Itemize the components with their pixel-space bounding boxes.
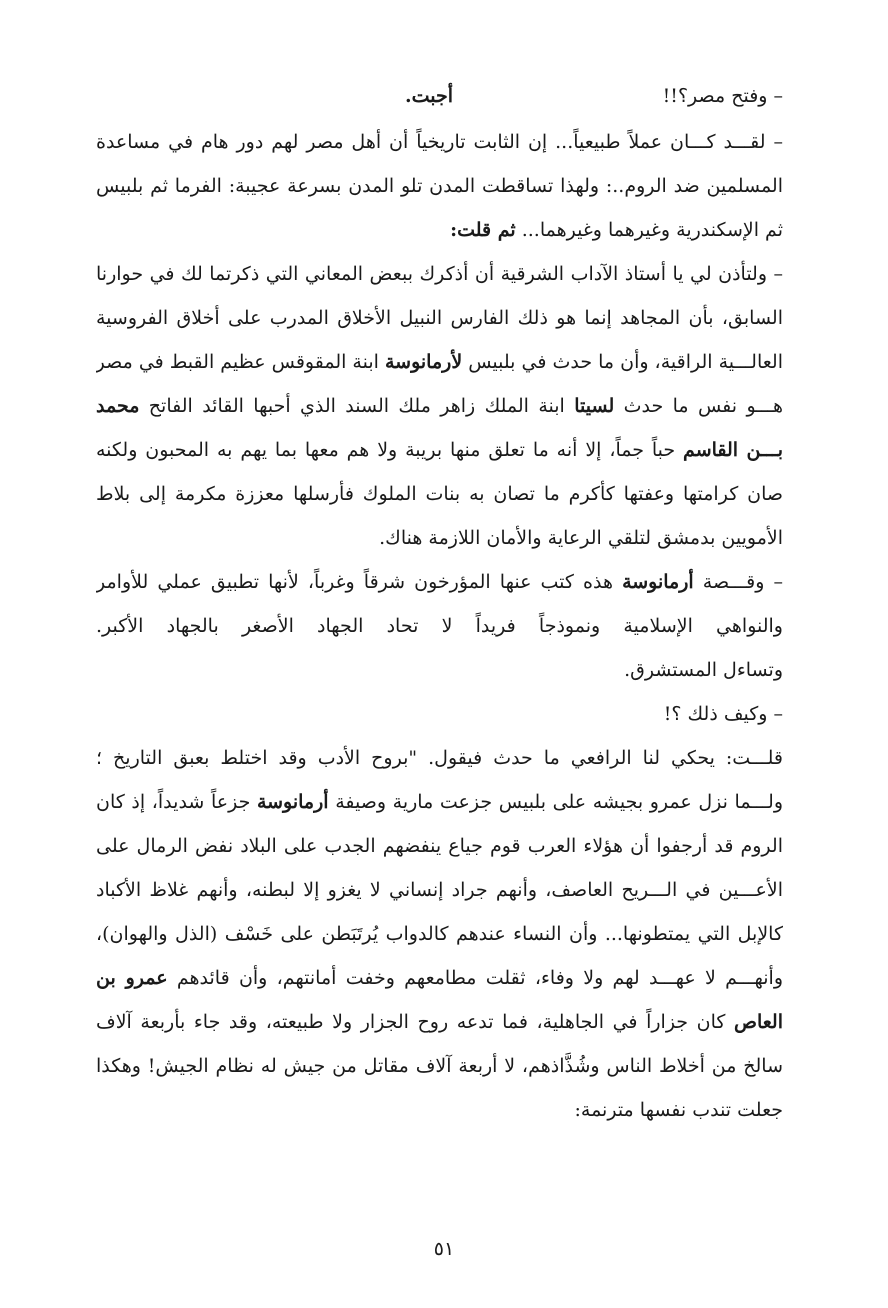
text-run: هذه كتب عنها المؤرخون شرقاً وغرباً، لأنها تطبيق عملي للأوامر <box>96 571 623 593</box>
paragraph <box>96 692 783 736</box>
text-line <box>96 120 783 164</box>
paragraph <box>96 736 783 1132</box>
text-run: – ولتأذن لي يا أستاذ الآداب الشرقية أن أذكرك ببعض المعاني التي ذكرتما لك في حوارنا <box>96 263 783 285</box>
text-line <box>96 1044 783 1088</box>
text-line <box>96 648 783 692</box>
bold-name: العاص <box>734 1011 783 1033</box>
text-line <box>96 736 783 780</box>
bold-name: ثم قلت: <box>450 219 516 241</box>
bold-name: لأرمانوسة <box>384 351 463 373</box>
text-line <box>96 384 783 428</box>
text-line <box>96 912 783 956</box>
text-line <box>96 296 783 340</box>
text-line <box>96 164 783 208</box>
text-line <box>96 428 783 472</box>
text-run: ولـــما نزل عمرو بجيشه على بلبيس جزعت مارية وصيفة <box>328 791 783 813</box>
text-run: كالإبل التي يمتطونها... وأن النساء عندهم كالدواب يُرتَبَطن على خَسْف (الذل والهوان)، <box>96 923 783 945</box>
dialogue-header <box>96 72 783 120</box>
text-run: ابنة المقوقس عظيم القبط في مصر <box>96 351 385 373</box>
text-run: – وكيف ذلك ؟! <box>663 703 783 725</box>
text-run: كان جزاراً في الجاهلية، فما تدعه روح الجزار ولا طبيعته، وقد جاء بأربعة آلاف <box>96 1011 734 1033</box>
text-line <box>96 956 783 1000</box>
bold-name: محمد <box>96 395 140 417</box>
text-line <box>96 824 783 868</box>
text-line <box>96 868 783 912</box>
text-run: ابنة الملك زاهر ملك السند الذي أحبها القائد الفاتح <box>139 395 575 417</box>
text-line <box>96 252 783 296</box>
text-run: ثم الإسكندرية وغيرهما وغيرهما... <box>515 219 783 241</box>
text-run: المسلمين ضد الروم..: ولهذا تساقطت المدن تلو المدن بسرعة عجيبة: الفرما ثم بلبيس <box>96 175 783 197</box>
text-run: سالخ من أخلاط الناس وشُذَّاذهم، لا أربعة آلاف مقاتل من جيش له نظام الجيش! وهكذا <box>96 1055 783 1077</box>
text-run: حباً جماً، إلا أنه ما تعلق منها بريبة ولا هم معها بما يهم به المحبون ولكنه <box>96 439 684 461</box>
text-run: وتساءل المستشرق. <box>624 659 783 681</box>
text-line <box>96 1088 783 1132</box>
bold-name: أرمانوسة <box>622 571 694 593</box>
text-line <box>96 516 783 560</box>
header-question: – وفتح مصر؟!! <box>662 85 783 107</box>
text-run: هـــو نفس ما حدث <box>614 395 783 417</box>
text-run: وأنهـــم لا عهـــد لهم ولا وفاء، ثقلت مطامعهم وخفت أمانتهم، وأن قائدهم <box>167 967 783 989</box>
text-run: الأمويين بدمشق لتلقي الرعاية والأمان اللازمة هناك. <box>379 527 783 549</box>
bold-name: بـــن القاسم <box>683 439 783 461</box>
bold-name: أرمانوسة <box>256 791 329 813</box>
text-line <box>96 780 783 824</box>
text-run: والنواهي الإسلامية ونموذجاً فريداً لا تحاد الجهاد الأصغر بالجهاد الأكبر. <box>96 615 783 637</box>
text-run: – وقـــصة <box>693 571 783 593</box>
text-line <box>96 1000 783 1044</box>
text-line <box>96 340 783 384</box>
bold-name: لسيتا <box>574 395 615 417</box>
text-run: جعلت تندب نفسها مترنمة: <box>574 1099 783 1121</box>
page-body <box>96 72 783 1132</box>
text-line <box>96 208 783 252</box>
page-number: ٥١ <box>433 1238 455 1260</box>
paragraph <box>96 120 783 252</box>
paragraph <box>96 560 783 692</box>
text-line <box>96 472 783 516</box>
text-line <box>96 604 783 648</box>
text-run: صان كرامتها وعفتها كأكرم ما تصان به بنات الملوك فأرسلها معززة مكرمة إلى بلاط <box>96 483 783 505</box>
text-paragraphs <box>96 120 783 1132</box>
header-answer: أجبت. <box>404 85 453 107</box>
text-run: الروم قد أرجفوا أن هؤلاء العرب قوم جياع ينفضهم الجدب على البلاد نفض الرمال على <box>96 835 783 857</box>
text-run: السابق، بأن المجاهد إنما هو ذلك الفارس النبيل الأخلاق المدرب على أخلاق الفروسية <box>96 307 783 329</box>
paragraph <box>96 252 783 560</box>
bold-name: عمرو بن <box>96 967 168 989</box>
text-run: – لقـــد كـــان عملاً طبيعياً... إن الثابت تاريخياً أن أهل مصر لهم دور هام في مساعدة <box>96 131 783 153</box>
text-run: الأعـــين في الـــريح العاصف، وأنهم جراد إنساني لا يغزو إلا لبطنه، وأنهم غلاظ الأكباد <box>96 879 783 901</box>
text-run: العالـــية الراقية، وأن ما حدث في بلبيس <box>462 351 783 373</box>
text-line <box>96 692 783 736</box>
text-line <box>96 560 783 604</box>
text-run: قلـــت: يحكي لنا الرافعي ما حدث فيقول. "بروح الأدب وقد اختلط بعبق التاريخ ؛ <box>96 747 783 769</box>
text-run: جزعاً شديداً، إذ كان <box>96 791 257 813</box>
